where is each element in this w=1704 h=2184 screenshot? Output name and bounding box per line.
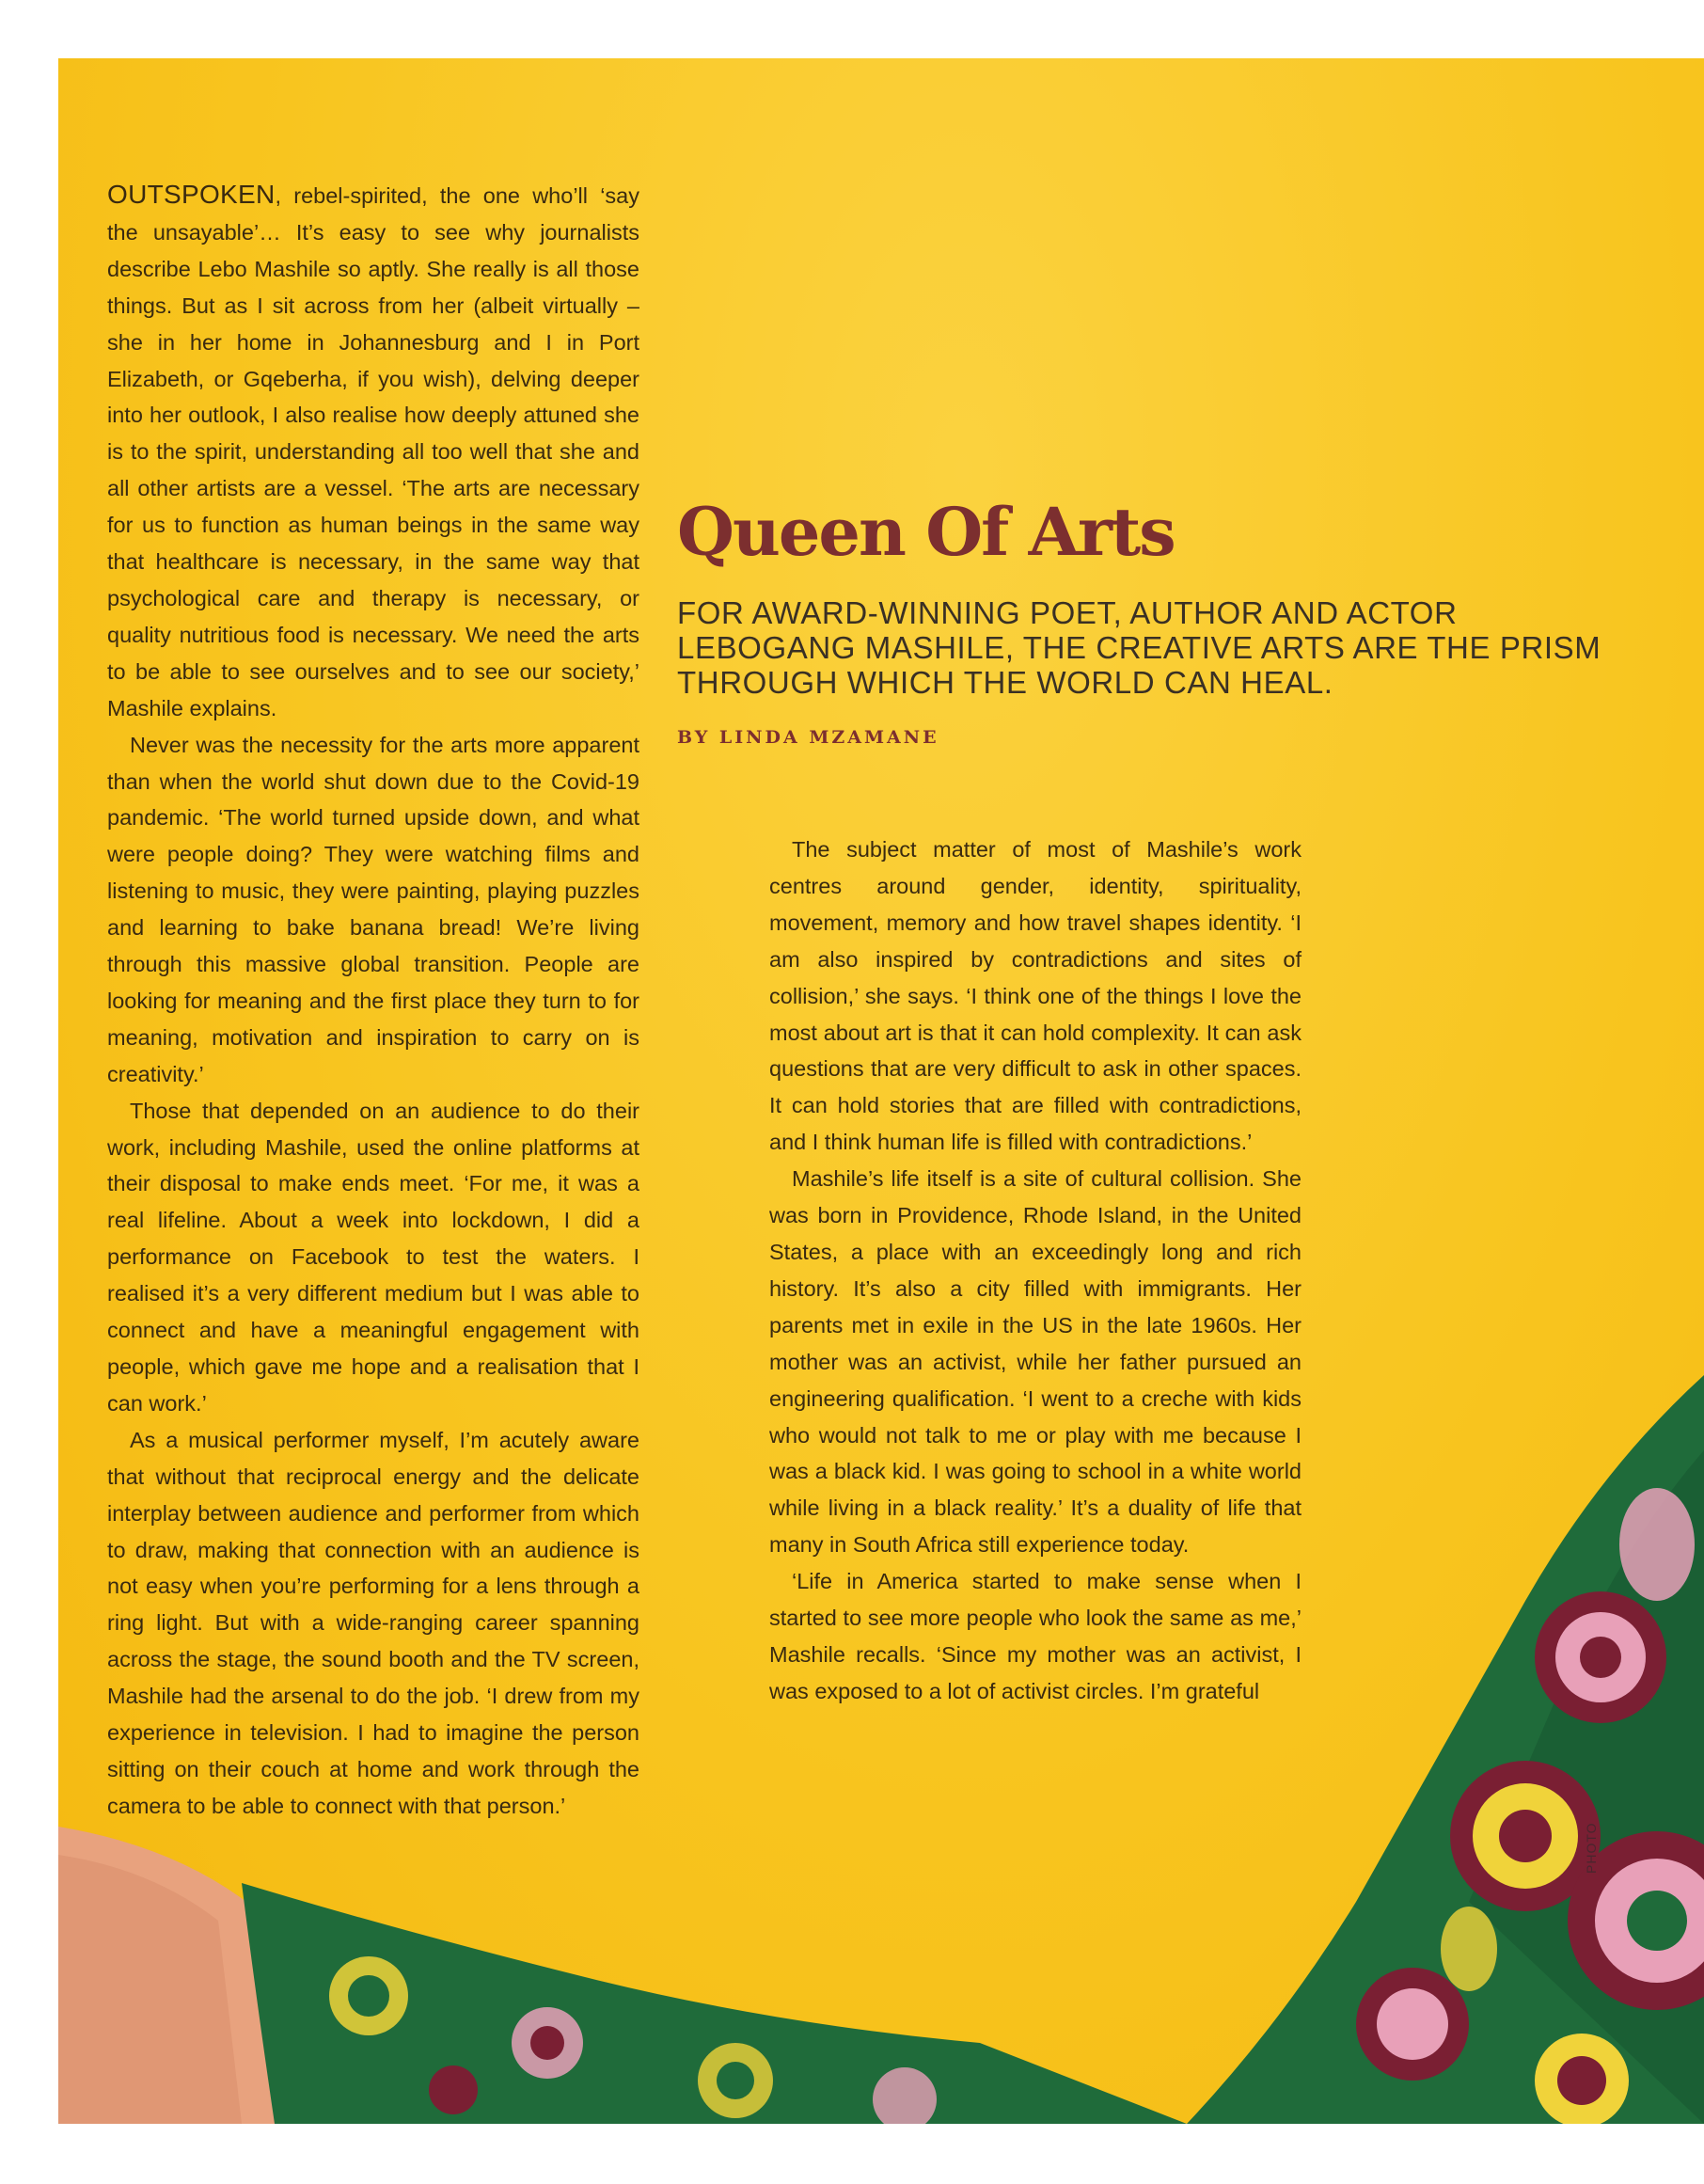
page-panel: [58, 58, 1704, 2124]
article-body-left-column: [107, 177, 639, 1825]
article-standfirst: FOR AWARD-WINNING POET, AUTHOR AND ACTOR LEBOGANG MASHILE, THE CREATIVE ARTS ARE THE PRISM THROUGH WHICH THE WORLD CAN HEAL.: [677, 595, 1601, 700]
body-paragraph: Those that depended on an audience to do their work, including Mashile, used the online platforms at their disposal to make ends meet. ‘For me, it was a real lifeline. About a week into lockdown, I did a performance on Facebook to test the waters. I realised it’s a very different medium but I was able to connect and have a meaningful engagement with people, which gave me hope and a realisation that I can work.’: [107, 1098, 639, 1416]
body-paragraph: Mashile’s life itself is a site of cultural collision. She was born in Providence, Rhode Island, in the United States, a place with an exceedingly long and rich history. It’s also a city filled with immigrants. Her parents met in exile in the US in the late 1960s. Her mother was an activist, while her father pursued an engineering qualification. ‘I went to a creche with kids who would not talk to me or play with me because I was a black kid. I was going to school in a white world while living in a black reality.’ It’s a duality of life that many in South Africa still experience today.: [769, 1166, 1302, 1558]
lead-word: OUTSPOKEN: [107, 180, 276, 209]
photo-credit: PHOTO: [1584, 1822, 1599, 1874]
body-paragraph: [107, 177, 639, 727]
body-text: , rebel-spirited, the one who’ll ‘say the unsayable’… It’s easy to see why journalists describe Lebo Mashile so aptly. She really is all those things. But as I sit across from her (albeit virtually – she in her home in Johannesburg and I in Port Elizabeth, or Gqeberha, if you wish), delving deeper into her outlook, I also realise how deeply attuned she is to the spirit, understanding all too well that she and all other artists are a vessel. ‘The arts are necessary for us to function as human beings in the same way that healthcare is necessary, in the same way that psychological care and therapy is necessary, or quality nutritious food is necessary. We need the arts to be able to see ourselves and to see our society,’ Mashile explains.: [107, 183, 639, 720]
body-paragraph: ‘Life in America started to make sense when I started to see more people who look the same as me,’ Mashile recalls. ‘Since my mother was an activist, I was exposed to a lot of activist circles. I’m grateful: [769, 1569, 1302, 1703]
body-paragraph: As a musical performer myself, I’m acutely aware that without that reciprocal energy and the delicate interplay between audience and performer from which to draw, making that connection with an audience is not easy when you’re performing for a lens through a ring light. But with a wide-ranging career spanning across the stage, the sound booth and the TV screen, Mashile had the arsenal to do the job. ‘I drew from my experience in television. I had to imagine the person sitting on their couch at home and work through the camera to be able to connect with that person.’: [107, 1427, 639, 1818]
article-byline: BY LINDA MZAMANE: [677, 727, 939, 748]
body-paragraph: The subject matter of most of Mashile’s work centres around gender, identity, spirituality, movement, memory and how travel shapes identity. ‘I am also inspired by contradictions and sites of collision,’ she says. ‘I think one of the things I love the most about art is that it can hold complexity. It can ask questions that are very difficult to ask in other spaces. It can hold stories that are filled with contradictions, and I think human life is filled with contradictions.’: [769, 837, 1302, 1155]
article-title: Queen Of Arts: [677, 493, 1175, 571]
body-paragraph: Never was the necessity for the arts more apparent than when the world shut down due to the Covid-19 pandemic. ‘The world turned upside down, and what were people doing? They were watching films and listening to music, they were painting, playing puzzles and learning to bake banana bread! We’re living through this massive global transition. People are looking for meaning and the first place they turn to for meaning, motivation and inspiration to carry on is creativity.’: [107, 732, 639, 1086]
article-body-right-column: [769, 831, 1302, 1710]
